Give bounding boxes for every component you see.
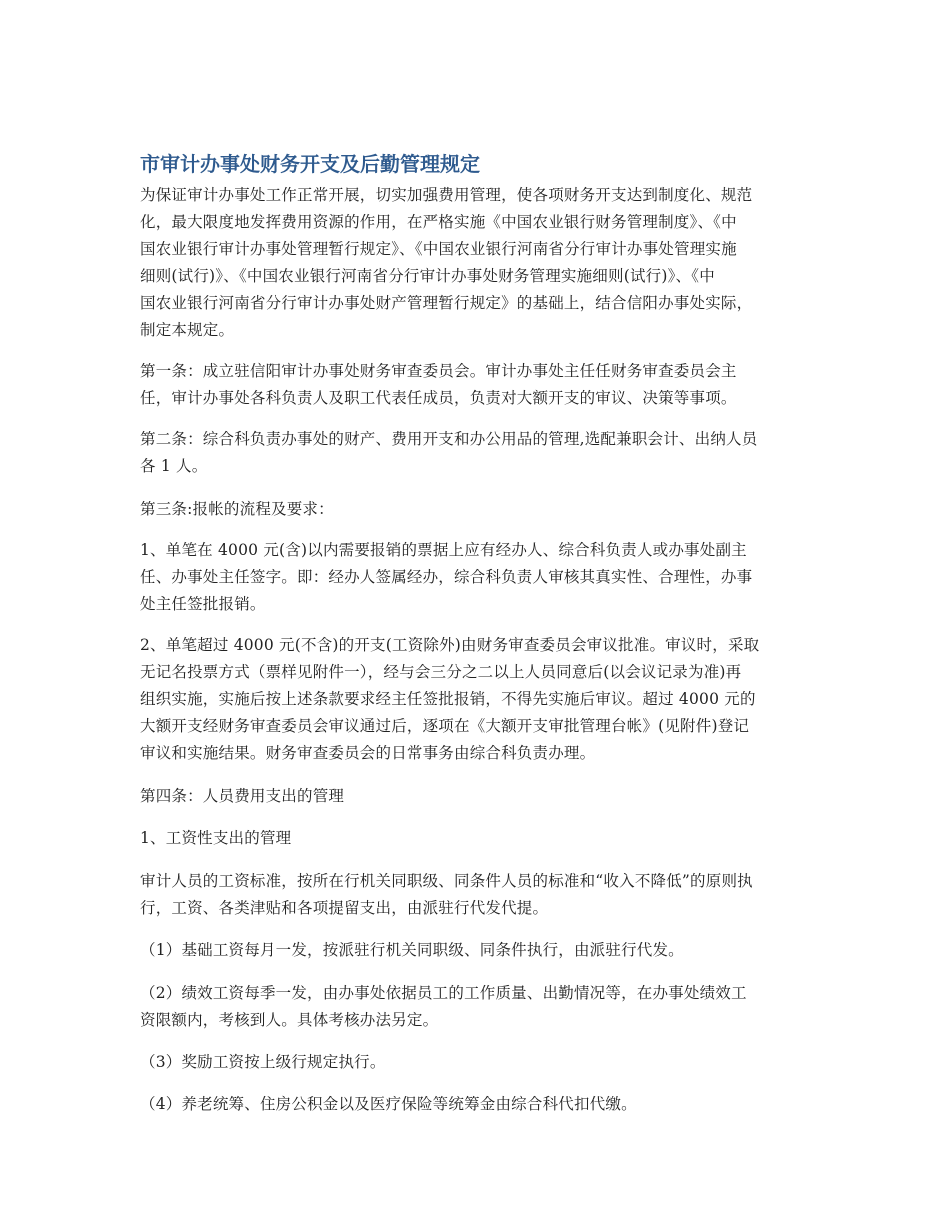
intro-paragraph bbox=[140, 182, 812, 344]
document-title: 市审计办事处财务开支及后勤管理规定 bbox=[140, 152, 480, 176]
article-1-line: 第一条：成立驻信阳审计办事处财务审查委员会。审计办事处主任任财务审查委员会主 bbox=[140, 362, 737, 380]
article-3-item-2-line: 组织实施，实施后按上述条款要求经主任签批报销，不得先实施后审议。超过 4000 元的 bbox=[140, 690, 756, 708]
article-3-item-2 bbox=[140, 632, 812, 767]
article-4-item-1-line: 1、工资性支出的管理 bbox=[140, 829, 292, 847]
sub-item-2 bbox=[140, 980, 812, 1034]
intro-line: 国农业银行河南省分行审计办事处财产管理暂行规定》的基础上，结合信阳办事处实际， bbox=[140, 294, 753, 312]
article-3-item-1-line: 任、办事处主任签字。即：经办人签属经办，综合科负责人审核其真实性、合理性，办事 bbox=[140, 568, 753, 586]
intro-line: 国农业银行审计办事处管理暂行规定》、《中国农业银行河南省分行审计办事处管理实施 bbox=[140, 240, 737, 258]
article-1-line: 任，审计办事处各科负责人及职工代表任成员，负责对大额开支的审议、决策等事项。 bbox=[140, 389, 737, 407]
article-3 bbox=[140, 496, 812, 523]
article-3-item-2-line: 大额开支经财务审查委员会审议通过后，逐项在《大额开支审批管理台帐》(见附件)登记 bbox=[140, 717, 750, 735]
article-4-description bbox=[140, 868, 812, 922]
sub-item-4 bbox=[140, 1091, 812, 1118]
sub-item-4-line: （4）养老统筹、住房公积金以及医疗保险等统筹金由综合科代扣代缴。 bbox=[140, 1095, 637, 1113]
article-3-item-1-line: 处主任签批报销。 bbox=[140, 595, 266, 613]
article-2-line: 第二条：综合科负责办事处的财产、费用开支和办公用品的管理,选配兼职会计、出纳人员 bbox=[140, 430, 758, 448]
intro-line: 为保证审计办事处工作正常开展，切实加强费用管理，使各项财务开支达到制度化、规范 bbox=[140, 186, 753, 204]
article-2-line: 各 1 人。 bbox=[140, 457, 208, 475]
sub-item-1 bbox=[140, 937, 812, 964]
article-1 bbox=[140, 358, 812, 412]
article-4-description-line: 行，工资、各类津贴和各项提留支出，由派驻行代发代提。 bbox=[140, 899, 549, 917]
sub-item-2-line: （2）绩效工资每季一发，由办事处依据员工的工作质量、出勤情况等，在办事处绩效工 bbox=[140, 984, 747, 1002]
article-2 bbox=[140, 426, 812, 480]
article-3-item-2-line: 审议和实施结果。财务审查委员会的日常事务由综合科负责办理。 bbox=[140, 744, 596, 762]
article-4-line: 第四条：人员费用支出的管理 bbox=[140, 787, 345, 805]
article-3-item-2-line: 2、单笔超过 4000 元(不含)的开支(工资除外)由财务审查委员会审议批准。审议时，采取 bbox=[140, 636, 760, 654]
article-4-item-1 bbox=[140, 825, 812, 852]
article-3-line: 第三条:报帐的流程及要求： bbox=[140, 500, 334, 518]
intro-line: 细则(试行)》、《中国农业银行河南省分行审计办事处财务管理实施细则(试行)》、《中 bbox=[140, 267, 715, 285]
article-3-item-1 bbox=[140, 537, 812, 618]
article-4-description-line: 审计人员的工资标准，按所在行机关同职级、同条件人员的标准和“收入不降低”的原则执 bbox=[140, 872, 753, 890]
sub-item-3-line: （3）奖励工资按上级行规定执行。 bbox=[140, 1053, 386, 1071]
intro-line: 制定本规定。 bbox=[140, 321, 235, 339]
article-3-item-2-line: 无记名投票方式（票样见附件一），经与会三分之二以上人员同意后(以会议记录为准)再 bbox=[140, 663, 742, 681]
sub-item-3 bbox=[140, 1049, 812, 1076]
article-3-item-1-line: 1、单笔在 4000 元(含)以内需要报销的票据上应有经办人、综合科负责人或办事处副主 bbox=[140, 541, 747, 559]
article-4 bbox=[140, 783, 812, 810]
intro-line: 化，最大限度地发挥费用资源的作用，在严格实施《中国农业银行财务管理制度》、《中 bbox=[140, 213, 737, 231]
sub-item-1-line: （1）基础工资每月一发，按派驻行机关同职级、同条件执行，由派驻行代发。 bbox=[140, 941, 684, 959]
sub-item-2-line: 资限额内，考核到人。具体考核办法另定。 bbox=[140, 1011, 439, 1029]
